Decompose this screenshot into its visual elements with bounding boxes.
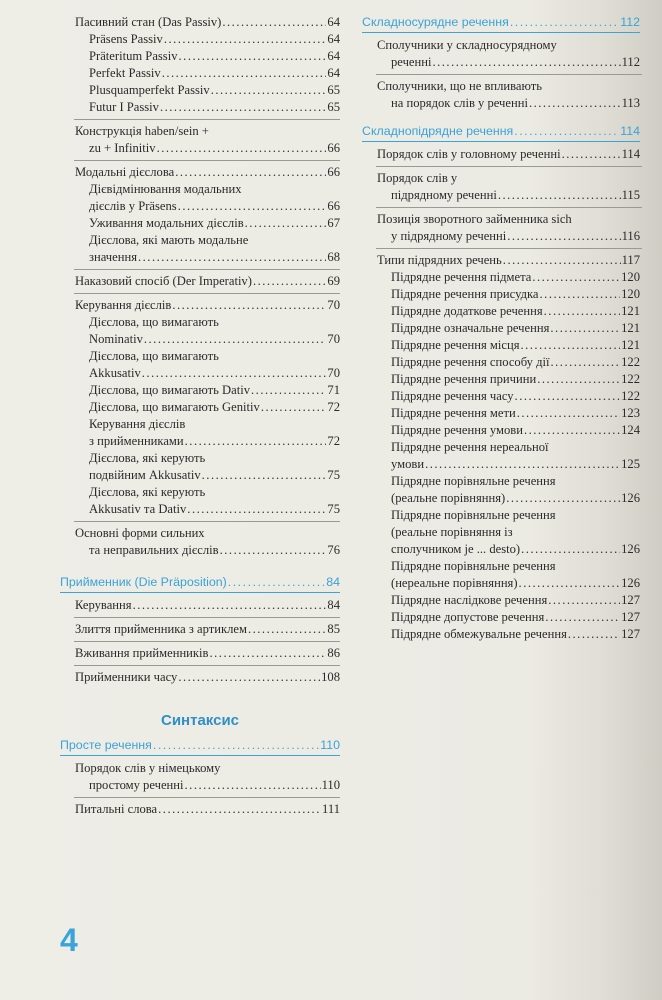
toc-page: 64 [327, 15, 340, 29]
toc-page: 108 [321, 670, 340, 684]
divider [74, 797, 340, 798]
toc-page: 120 [621, 287, 640, 301]
toc-title: дієслів у Präsens [89, 199, 177, 213]
toc-title: Типи підрядних речень [377, 253, 502, 267]
toc-page: 68 [327, 250, 340, 264]
section-page: 84 [326, 575, 340, 589]
toc-page: 86 [327, 646, 340, 660]
toc-title: Прийменники часу [75, 670, 178, 684]
toc-page: 65 [327, 83, 340, 97]
toc-subentry[interactable] [362, 269, 640, 286]
toc-title: Präteritum Passiv [89, 49, 178, 63]
toc-title: zu + Infinitiv [89, 141, 156, 155]
divider [74, 617, 340, 618]
toc-title: Підрядне порівняльне речення [391, 474, 556, 488]
toc-title: простому реченні [89, 778, 184, 792]
section-page: 112 [620, 15, 640, 29]
toc-page: 64 [327, 49, 340, 63]
toc-title: Підрядне речення нереальної [391, 440, 549, 454]
toc-title: Позиція зворотного займенника sich [377, 212, 572, 226]
toc-title: (нереальне порівняння) [391, 576, 518, 590]
toc-title: Підрядне допустове речення [391, 610, 545, 624]
toc-title: значення [89, 250, 137, 264]
toc-page: 64 [327, 32, 340, 46]
toc-right-column [362, 14, 640, 646]
toc-page: 123 [621, 406, 640, 420]
toc-page: 110 [321, 778, 340, 792]
toc-title: Уживання модальних дієслів [89, 216, 244, 230]
toc-title: Конструкція haben/sein + [75, 124, 209, 138]
divider [74, 521, 340, 522]
section-title: Прийменник (Die Präposition) [60, 575, 227, 589]
toc-page: 126 [621, 542, 640, 556]
toc-page: 124 [621, 423, 640, 437]
toc-entry-forms[interactable] [60, 525, 340, 559]
section-title: Складносурядне речення [362, 15, 509, 29]
section-praeposition[interactable] [60, 574, 340, 593]
toc-entry-sub-order[interactable] [362, 170, 640, 204]
toc-title: Керування дієслів [89, 417, 186, 431]
toc-entry-noinf[interactable] [362, 78, 640, 112]
toc-subentry[interactable] [362, 337, 640, 354]
toc-subentry[interactable] [362, 609, 640, 626]
divider [74, 293, 340, 294]
toc-subentry[interactable] [362, 388, 640, 405]
toc-title: Дієслова, які мають модальне [89, 233, 249, 247]
toc-page: 72 [327, 434, 340, 448]
toc-page: 116 [621, 229, 640, 243]
toc-entry-praep-art[interactable] [60, 621, 340, 638]
toc-subentry[interactable] [362, 286, 640, 303]
toc-title: на порядок слів у реченні [391, 96, 528, 110]
toc-page: 71 [327, 383, 340, 397]
toc-page: 70 [327, 298, 340, 312]
toc-title: Керування [75, 598, 132, 612]
toc-page: 126 [621, 491, 640, 505]
toc-title: Дієслова, які керують [89, 451, 206, 465]
toc-page: 120 [621, 270, 640, 284]
toc-page: 76 [327, 543, 340, 557]
divider [74, 665, 340, 666]
toc-title: Наказовий спосіб (Der Imperativ) [75, 274, 252, 288]
toc-page: 127 [621, 610, 640, 624]
toc-entry-types[interactable] [362, 252, 640, 643]
toc-title: Підрядне речення мети [391, 406, 516, 420]
toc-title: Злиття прийменника з артиклем [75, 622, 247, 636]
toc-title: Дієслова, що вимагають Dativ [89, 383, 251, 397]
divider [376, 166, 642, 167]
divider [376, 248, 642, 249]
toc-page: 122 [621, 355, 640, 369]
toc-page: 69 [327, 274, 340, 288]
toc-title: Підрядне наслідкове речення [391, 593, 548, 607]
toc-title: Akkusativ та Dativ [89, 502, 187, 516]
toc-title: Підрядне речення присудка [391, 287, 539, 301]
toc-page: 65 [327, 100, 340, 114]
toc-title: Підрядне речення умови [391, 423, 523, 437]
section-complex-sentence[interactable] [362, 123, 640, 142]
toc-page: 114 [621, 147, 640, 161]
toc-title: Підрядне речення часу [391, 389, 514, 403]
toc-page: 117 [621, 253, 640, 267]
toc-subentry[interactable] [362, 303, 640, 320]
toc-title: Питальні слова [75, 802, 158, 816]
section-title: Просте речення [60, 738, 152, 752]
toc-title: Сполучники у складносурядному [377, 38, 557, 52]
page-number: 4 [60, 922, 78, 958]
toc-entry-conj[interactable] [362, 37, 640, 71]
toc-subentry[interactable] [362, 320, 640, 337]
toc-page: 70 [327, 366, 340, 380]
toc-entry-praep[interactable] [60, 597, 340, 614]
toc-title: Підрядне речення способу дії [391, 355, 550, 369]
toc-title: Підрядне речення підмета [391, 270, 532, 284]
divider [74, 641, 340, 642]
toc-page: 115 [621, 188, 640, 202]
divider [376, 207, 642, 208]
divider [74, 269, 340, 270]
toc-entry-rektion[interactable] [60, 297, 340, 518]
toc-page: 127 [621, 593, 640, 607]
section-page: 110 [320, 738, 340, 752]
toc-subentry[interactable] [362, 490, 640, 507]
toc-page: 113 [621, 96, 640, 110]
toc-entry-main-order[interactable] [362, 146, 640, 163]
toc-title: реченні [391, 55, 432, 69]
divider [74, 119, 340, 120]
toc-title: Дієслова, що вимагають Genitiv [89, 400, 260, 414]
toc-left-column [60, 14, 340, 821]
toc-entry-konstruktion[interactable] [60, 123, 340, 157]
toc-title: у підрядному реченні [391, 229, 507, 243]
toc-title: Підрядне порівняльне речення [391, 559, 556, 573]
toc-title: (реальне порівняння) [391, 491, 506, 505]
section-page: 114 [620, 124, 640, 138]
toc-entry-order[interactable] [60, 760, 340, 794]
toc-title: умови [391, 457, 425, 471]
toc-title: Дієвідмінювання модальних [89, 182, 242, 196]
toc-page: 75 [327, 468, 340, 482]
toc-title: Дієслова, які керують [89, 485, 206, 499]
section-simple-sentence[interactable] [60, 737, 340, 756]
toc-title: Підрядне додаткове речення [391, 304, 543, 318]
toc-title: Nominativ [89, 332, 143, 346]
toc-page: 121 [621, 321, 640, 335]
toc-page: 70 [327, 332, 340, 346]
toc-page: 75 [327, 502, 340, 516]
toc-subentry[interactable] [362, 592, 640, 609]
toc-page: 125 [621, 457, 640, 471]
toc-title: Підрядне означальне речення [391, 321, 550, 335]
section-compound-sentence[interactable] [362, 14, 640, 33]
toc-title: Модальні дієслова [75, 165, 175, 179]
toc-page: 126 [621, 576, 640, 590]
toc-title: з прийменниками [89, 434, 184, 448]
toc-title: Підрядне обмежувальне речення [391, 627, 567, 641]
toc-entry-sich[interactable] [362, 211, 640, 245]
toc-subentry[interactable] [362, 371, 640, 388]
toc-page: 84 [327, 598, 340, 612]
toc-subentry[interactable] [362, 626, 640, 643]
toc-page: 112 [621, 55, 640, 69]
toc-title: підрядному реченні [391, 188, 497, 202]
toc-page: 122 [621, 389, 640, 403]
toc-title: Підрядне речення причини [391, 372, 537, 386]
section-title: Складнопідрядне речення [362, 124, 514, 138]
divider [376, 74, 642, 75]
toc-title: Дієслова, що вимагають [89, 349, 219, 363]
toc-title: Perfekt Passiv [89, 66, 161, 80]
toc-title: сполучником je ... desto) [391, 542, 521, 556]
toc-page: 67 [327, 216, 340, 230]
toc-title: Підрядне речення місця [391, 338, 520, 352]
toc-entry-questions[interactable] [60, 801, 340, 818]
toc-page: 66 [327, 199, 340, 213]
toc-entry-imperativ[interactable] [60, 273, 340, 290]
toc-title: Сполучники, що не впливають [377, 79, 543, 93]
toc-entry-passive[interactable] [60, 14, 340, 116]
toc-title: Дієслова, що вимагають [89, 315, 219, 329]
toc-title: Akkusativ [89, 366, 141, 380]
syntax-heading: Синтаксис [160, 712, 240, 729]
toc-page: 127 [621, 627, 640, 641]
toc-page: 66 [327, 165, 340, 179]
toc-subentry[interactable] [362, 405, 640, 422]
toc-page: 122 [621, 372, 640, 386]
toc-title: Основні форми сильних [75, 526, 205, 540]
toc-page: 72 [327, 400, 340, 414]
toc-subentry[interactable] [362, 354, 640, 371]
toc-title: Порядок слів у [377, 171, 458, 185]
toc-title: подвійним Akkusativ [89, 468, 201, 482]
toc-title: Керування дієслів [75, 298, 172, 312]
toc-subentry[interactable] [362, 422, 640, 439]
toc-title: (реальне порівняння із [391, 525, 513, 539]
toc-title: Порядок слів у німецькому [75, 761, 221, 775]
toc-page: 66 [327, 141, 340, 155]
toc-title: Порядок слів у головному реченні [377, 147, 561, 161]
toc-page: 85 [327, 622, 340, 636]
toc-title: Futur I Passiv [89, 100, 159, 114]
toc-entry-praep-time[interactable] [60, 669, 340, 686]
toc-title: Підрядне порівняльне речення [391, 508, 556, 522]
toc-title: Вживання прийменників [75, 646, 209, 660]
toc-entry-modal[interactable] [60, 164, 340, 266]
toc-subentry[interactable] [362, 456, 640, 473]
toc-page: 121 [621, 304, 640, 318]
toc-entry-praep-use[interactable] [60, 645, 340, 662]
toc-page: 64 [327, 66, 340, 80]
toc-subentry[interactable] [362, 541, 640, 558]
toc-title: Plusquamperfekt Passiv [89, 83, 210, 97]
divider [74, 160, 340, 161]
toc-title: та неправильних дієслів [89, 543, 219, 557]
toc-title: Präsens Passiv [89, 32, 163, 46]
toc-title: Пасивний стан (Das Passiv) [75, 15, 222, 29]
toc-page: 121 [621, 338, 640, 352]
toc-page: 111 [322, 802, 340, 816]
toc-subentry[interactable] [362, 575, 640, 592]
